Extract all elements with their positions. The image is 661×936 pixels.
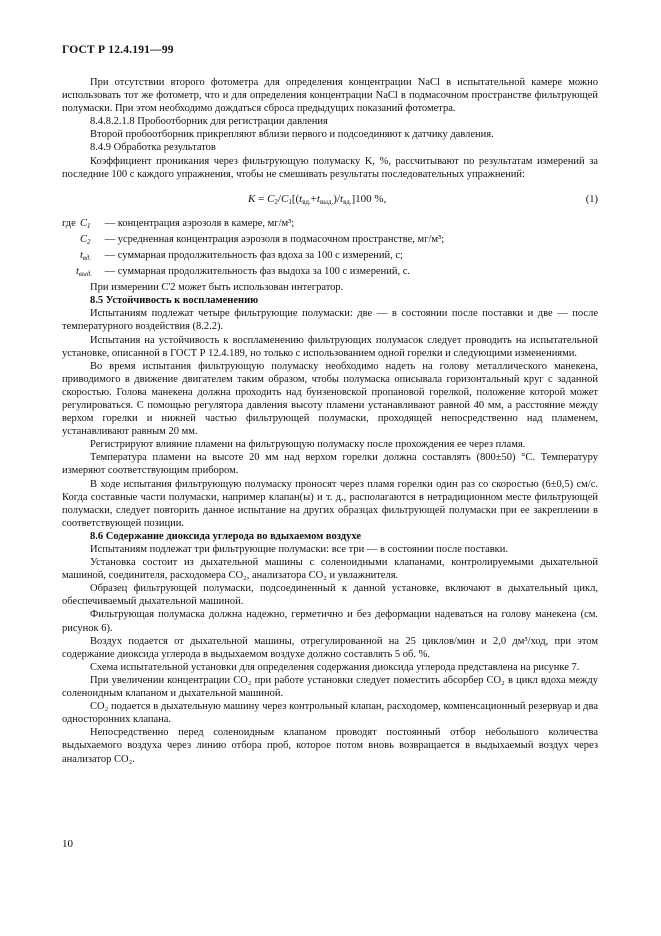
section-heading: 8.4.8.2.1.8 Пробоотборник для регистрации давления bbox=[90, 116, 328, 128]
section-heading: 8.6 Содержание диоксида углерода во вдыхаемом воздухе bbox=[90, 530, 361, 542]
paragraph: Испытаниям подлежат три фильтрующие полумаски: все три — в состоянии после поставки. bbox=[90, 544, 509, 555]
paragraph: При увеличении концентрации CO₂ при работе установки следует поместить абсорбер CO₂ в цикл вдоха между соленоидным клапаном и дыхательной машиной. bbox=[62, 674, 598, 700]
variable-item: где $C_1$ — концентрация аэрозоля в камере, мг/м³; bbox=[62, 217, 295, 230]
document-header: ГОСТ Р 12.4.191—99 bbox=[62, 44, 174, 56]
paragraph: Установка состоит из дыхательной машины с соленоидными клапанами, контролируемыми дыхательной машиной, соединителя, расходомера CO₂, анализатора CO₂ и увлажнителя. bbox=[62, 557, 598, 582]
paragraph: Второй пробоотборник прикрепляют вблизи первого и подсоединяют к датчику давления. bbox=[90, 129, 494, 141]
page-number: 10 bbox=[62, 838, 73, 850]
paragraph: При отсутствии второго фотометра для определения концентрации NaCl в испытательной камере можно использовать тот же фотометр, что и для определения концентрации NaCl в подмасочном пространстве фильтрующей полумаски. При этом необходимо дождаться сброса предыдущих показаний фотометра. bbox=[62, 77, 598, 115]
paragraph: При измерении C'2 может быть использован интегратор. bbox=[90, 282, 344, 294]
section-heading: 8.4.9 Обработка результатов bbox=[90, 142, 216, 154]
paragraph: CO₂ подается в дыхательную машину через контрольный клапан, расходомер, компенсационный резервуар и два односторонних клапана. bbox=[62, 701, 598, 726]
variable-item: $C_2$ — усредненная концентрация аэрозоля в подмасочном пространстве, мг/м³; bbox=[80, 233, 445, 246]
paragraph: Регистрируют влияние пламени на фильтрующую полумаску после прохождения ее через пламя. bbox=[90, 439, 526, 451]
paragraph: Схема испытательной установки для определения содержания диоксида углерода представлена на рисунке 7. bbox=[90, 661, 580, 673]
variable-item: $t_{вд.}$ — суммарная продолжительность фаз вдоха за 100 с измерений, с; bbox=[80, 249, 403, 262]
formula-expression: $K = C_2/C_1[(t_{вд.}+t_{выд.})/t_{вд.}]100$ %, bbox=[248, 192, 387, 206]
paragraph: Температура пламени на высоте 20 мм над верхом горелки должна составлять (800±50) °C. Температуру измеряют соответствующим прибором. bbox=[62, 452, 598, 477]
variable-item: $t_{выд.}$ — суммарная продолжительность фаз выдоха за 100 с измерений, с. bbox=[76, 266, 410, 279]
paragraph: Образец фильтрующей полумаски, подсоединенный к данной установке, включают в дыхательный цикл, обеспечиваемый дыхательной машиной. bbox=[62, 583, 598, 608]
formula-number: (1) bbox=[585, 193, 598, 205]
paragraph: Коэффициент проникания через фильтрующую полумаску K, %, рассчитывают по результатам измерений за последние 100 с каждого упражнения, чтобы не смешивать результаты последовательных упражнений: bbox=[62, 155, 598, 180]
variable-list bbox=[62, 217, 598, 281]
document-body bbox=[62, 76, 598, 766]
paragraph: Фильтрующая полумаска должна надежно, герметично и без деформации надеваться на голову манекена (см. рисунок 6). bbox=[62, 609, 598, 634]
formula bbox=[62, 187, 598, 217]
section-heading: 8.5 Устойчивость к воспламенению bbox=[90, 295, 259, 307]
paragraph: Испытаниям подлежат четыре фильтрующие полумаски: две — в состоянии после поставки и две — после температурного воздействия (8.2.2). bbox=[62, 308, 598, 333]
paragraph: Испытания на устойчивость к воспламенению фильтрующих полумасок следует проводить на испытательной установке, описанной в ГОСТ Р 12.4.189, но только с использованием одной горелки и следующими изменениями. bbox=[62, 334, 598, 359]
paragraph: Непосредственно перед соленоидным клапаном проводят постоянный отбор небольшого количества выдыхаемого воздуха через линию отбора проб, которое потом вновь возвращается в выдыхаемый воздух через анализатор CO₂. bbox=[62, 727, 598, 765]
paragraph: В ходе испытания фильтрующую полумаску проносят через пламя горелки один раз со скоростью (6±0,5) см/с. Когда составные части полумаски, например клапан(ы) и т. д., располагаются в нетрадиционном месте фильтрующей полумаски, следует повторить данное испытание на других образцах фильтрующей полумаски при ее закреплении в соответствующей позиции. bbox=[62, 478, 598, 529]
paragraph: Во время испытания фильтрующую полумаску необходимо надеть на голову металлического манекена, приводимого в движение двигателем таким образом, чтобы полумаска описывала горизонтальный круг с заданной скоростью. Голова манекена должна проходить над бунзеновской пропановой горелкой, положение которой может регулироваться. С помощью регулятора давления высоту пламени устанавливают равной 40 мм, а расстояние между верхом горелки и нижней частью фильтрующей полумаски, проходящей непосредственно над пламенем, устанавливают равным 20 мм. bbox=[62, 360, 598, 438]
paragraph: Воздух подается от дыхательной машины, отрегулированной на 25 циклов/мин и 2,0 дм³/ход, при этом содержание диоксида углерода в выдыхаемом воздухе должно составлять 5 об. %. bbox=[62, 635, 598, 660]
